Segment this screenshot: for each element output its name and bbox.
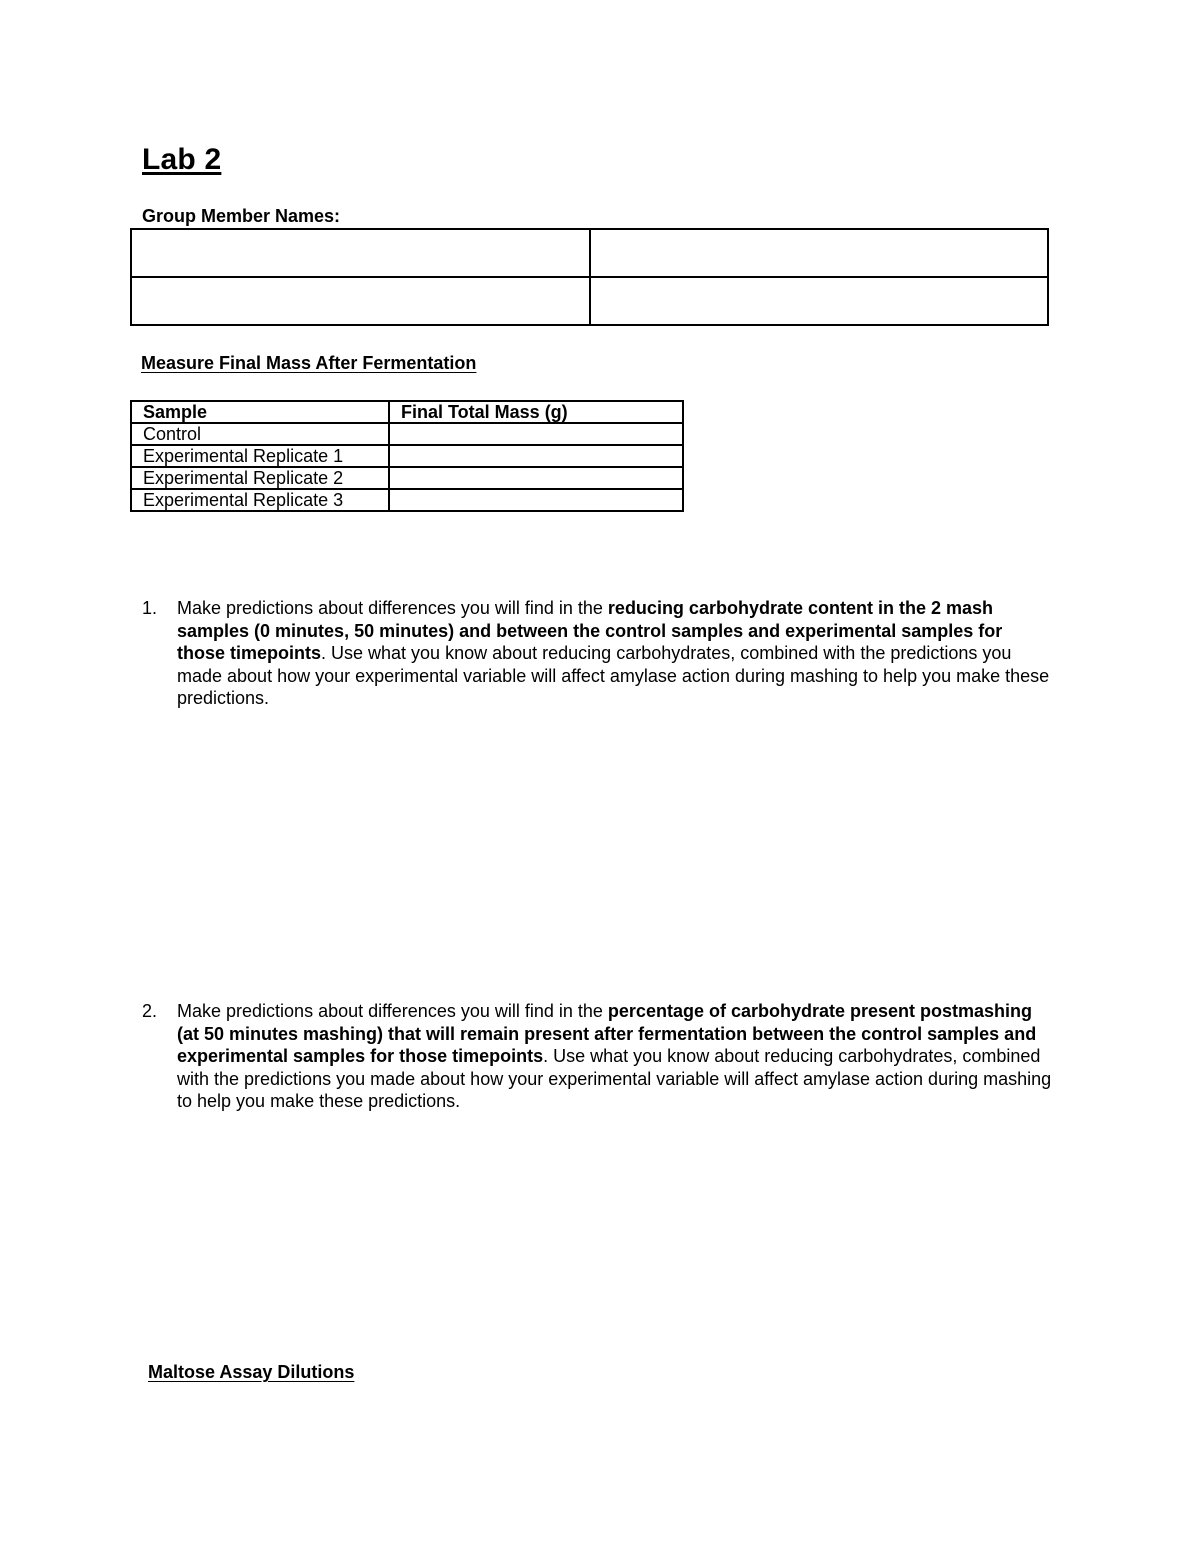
question-number: 1.: [142, 598, 158, 618]
name-cell[interactable]: [590, 229, 1049, 277]
question-number: 2.: [142, 1001, 158, 1021]
names-row: [131, 229, 1048, 277]
question-1: [142, 597, 1052, 710]
question-rest-text: . Use what you know about reducing carbohydrates, combined with the predictions you made about how your experimental variable will affect amylase action during mashing to help you make these predictions.: [177, 1046, 1052, 1112]
table-row: [131, 423, 683, 445]
question-emphasis-text: reducing carbohydrate content in the 2 mash samples (0 minutes, 50 minutes) and between the control samples and experimental samples for those timepoints: [177, 598, 1003, 664]
names-row: [131, 277, 1048, 325]
sample-cell: Control: [131, 423, 389, 445]
name-cell[interactable]: [590, 277, 1049, 325]
sample-cell: Experimental Replicate 3: [131, 489, 389, 511]
mass-cell[interactable]: [389, 423, 683, 445]
table-header-row: [131, 401, 683, 423]
question-text: [177, 1000, 1052, 1113]
question-text: [177, 597, 1052, 710]
question-lead-text: Make predictions about differences you will find in the: [177, 598, 608, 618]
sample-cell: Experimental Replicate 2: [131, 467, 389, 489]
question-emphasis-text: percentage of carbohydrate present postmashing (at 50 minutes mashing) that will remain present after fermentation between the control samples and experimental samples for those timepoints: [177, 1001, 1037, 1067]
group-member-names-label: Group Member Names:: [142, 206, 341, 226]
maltose-assay-heading: Maltose Assay Dilutions: [148, 1362, 355, 1382]
page-title: Lab 2: [142, 143, 222, 176]
mass-cell[interactable]: [389, 489, 683, 511]
sample-cell: Experimental Replicate 1: [131, 445, 389, 467]
table-row: [131, 489, 683, 511]
group-member-names-table: [130, 228, 1049, 326]
question-2: [142, 1000, 1052, 1113]
mass-column-header: Final Total Mass (g): [389, 401, 683, 423]
question-lead-text: Make predictions about differences you will find in the: [177, 1001, 608, 1021]
name-cell[interactable]: [131, 277, 590, 325]
final-mass-heading: Measure Final Mass After Fermentation: [141, 353, 477, 373]
mass-cell[interactable]: [389, 467, 683, 489]
table-row: [131, 445, 683, 467]
mass-cell[interactable]: [389, 445, 683, 467]
question-rest-text: . Use what you know about reducing carbohydrates, combined with the predictions you made about how your experimental variable will affect amylase action during mashing to help you make these predictions.: [177, 643, 1050, 709]
name-cell[interactable]: [131, 229, 590, 277]
table-row: [131, 467, 683, 489]
final-mass-table: [130, 400, 684, 512]
sample-column-header: Sample: [131, 401, 389, 423]
